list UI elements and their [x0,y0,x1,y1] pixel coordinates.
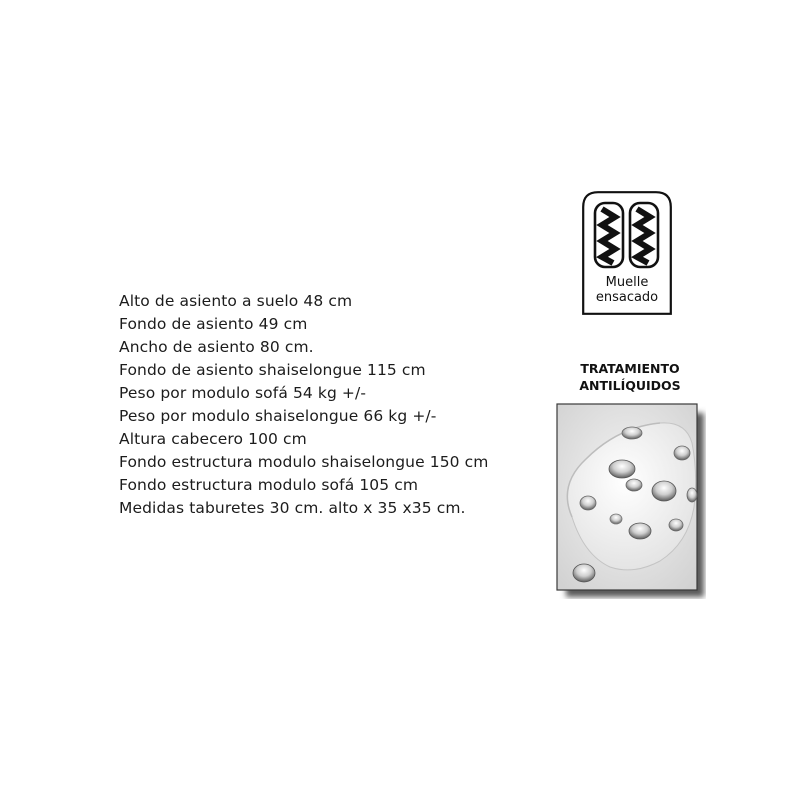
spec-item: Fondo estructura modulo shaiselongue 150 cm [119,453,489,471]
anti-liquid-title-line2: ANTILÍQUIDOS [579,378,681,393]
anti-liquid-title-line1: TRATAMIENTO [580,361,680,376]
pocket-spring-label-line1: Muelle [605,275,649,290]
spec-item: Ancho de asiento 80 cm. [119,338,314,356]
spec-item: Altura cabecero 100 cm [119,430,307,448]
spec-item: Alto de asiento a suelo 48 cm [119,292,353,310]
pocket-spring-label [582,275,672,305]
spec-item: Fondo estructura modulo sofá 105 cm [119,476,419,494]
pocket-spring-badge [582,191,672,315]
spec-item: Fondo de asiento 49 cm [119,315,308,333]
anti-liquid-photo [556,403,706,599]
spec-item: Medidas taburetes 30 cm. alto x 35 x35 cm. [119,499,466,517]
spec-item: Fondo de asiento shaiselongue 115 cm [119,361,426,379]
spec-item: Peso por modulo shaiselongue 66 kg +/- [119,407,437,425]
water-drops-fabric-image [556,403,706,599]
spec-item: Peso por modulo sofá 54 kg +/- [119,384,367,402]
specs-list [119,290,488,520]
pocket-spring-label-line2: ensacado [595,290,659,305]
anti-liquid-title [560,360,700,394]
